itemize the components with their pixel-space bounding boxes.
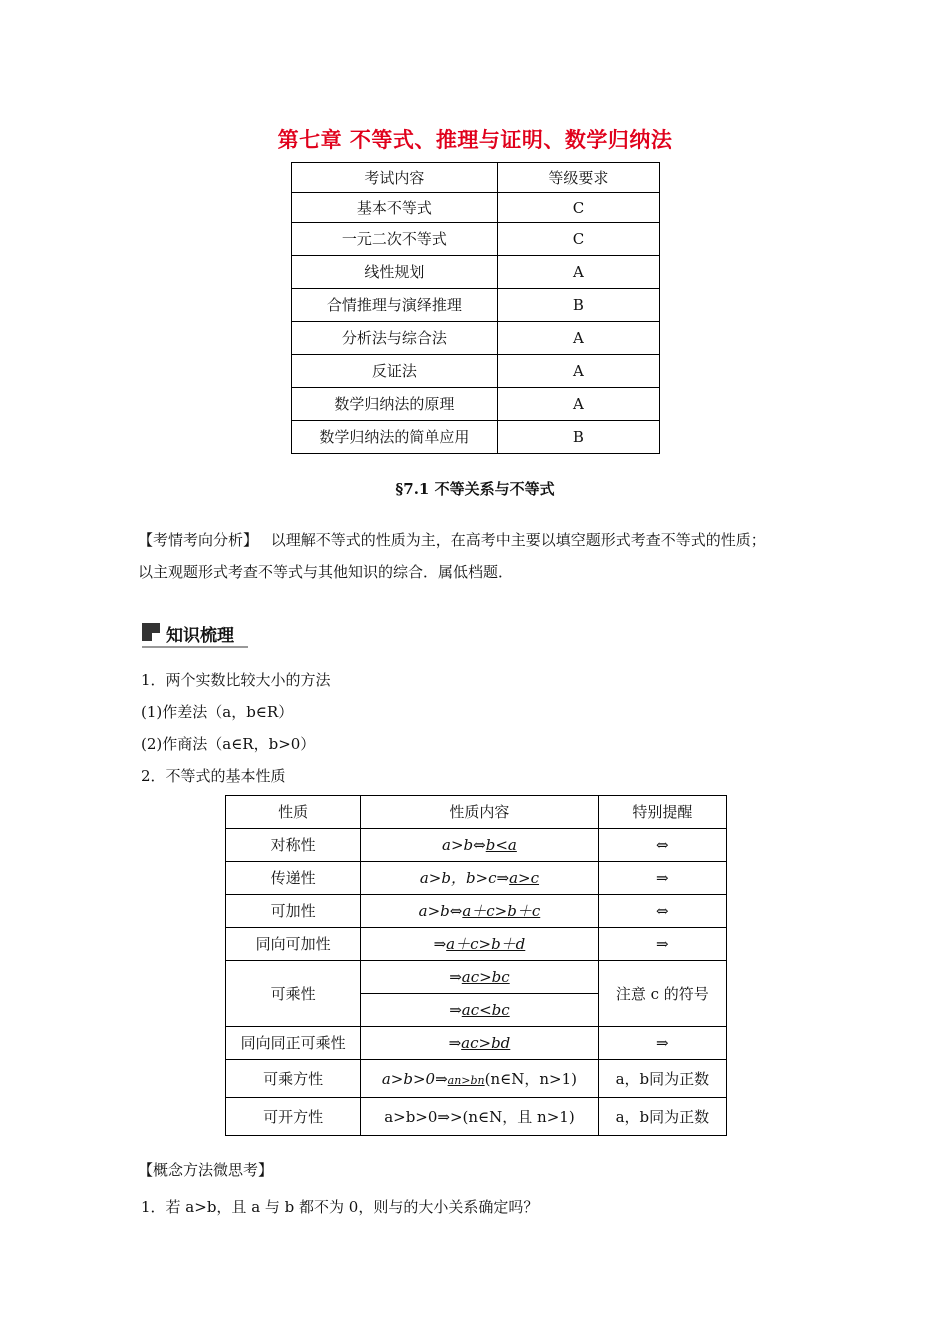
content-cell: 合情推理与演绎推理: [292, 289, 498, 322]
table-header-row: [226, 796, 727, 829]
property-name: 传递性: [226, 862, 361, 895]
requirements-table: [291, 162, 660, 454]
level-cell: C: [497, 193, 659, 223]
analysis-label: 【考情考向分析】: [138, 531, 259, 549]
content-cell: 反证法: [292, 355, 498, 388]
property-note: 注意 c 的符号: [598, 961, 726, 1027]
heading-square-notch: [152, 633, 160, 641]
chapter-title: 第七章 不等式、推理与证明、数学归纳法: [277, 128, 673, 152]
content-prefix: ⇒: [449, 968, 462, 986]
properties-table: [225, 795, 727, 1136]
content-prefix: a>b，b>c⇒: [419, 869, 510, 887]
property-note: a，b同为正数: [598, 1098, 726, 1136]
answer-blank: a＋c>b＋d: [446, 935, 526, 953]
header-cell: 考试内容: [292, 163, 498, 193]
content-cell: 基本不等式: [292, 193, 498, 223]
table-row: [226, 862, 727, 895]
property-name: 可加性: [226, 895, 361, 928]
property-note: ⇒: [598, 862, 726, 895]
content-prefix: a>b⇔: [442, 836, 486, 854]
knowledge-heading-label: 知识梳理: [166, 626, 234, 646]
property-content: [361, 1060, 598, 1098]
answer-blank: ac<bc: [461, 1001, 510, 1019]
table-row: [292, 223, 660, 256]
item-2: 2．不等式的基本性质: [141, 767, 286, 785]
property-note: ⇔: [598, 829, 726, 862]
property-note: ⇔: [598, 895, 726, 928]
property-content: a>b>0⇒>(n∈N，且 n>1): [361, 1098, 598, 1136]
content-prefix: ⇒: [448, 1034, 462, 1052]
content-suffix: (n∈N，n>1): [484, 1069, 578, 1088]
level-cell: A: [497, 388, 659, 421]
property-content: [361, 829, 598, 862]
level-cell: C: [497, 223, 659, 256]
question-1: 1．若 a>b，且 a 与 b 都不为 0，则与的大小关系确定吗？: [141, 1198, 539, 1216]
answer-blank: a>c: [509, 869, 540, 887]
table-header-row: [292, 163, 660, 193]
table-row: [292, 289, 660, 322]
content-cell: 一元二次不等式: [292, 223, 498, 256]
section-title: §7.1 不等关系与不等式: [395, 480, 555, 498]
property-name: 可乘方性: [226, 1060, 361, 1098]
property-name: 同向同正可乘性: [226, 1027, 361, 1060]
analysis-text-line1: 以理解不等式的性质为主，在高考中主要以填空题形式考查不等式的性质；: [270, 531, 766, 549]
content-prefix: ⇒: [433, 935, 447, 953]
analysis-paragraph: [138, 530, 838, 582]
property-content: [361, 994, 598, 1027]
answer-blank: ac>bc: [461, 968, 510, 986]
table-row: [292, 322, 660, 355]
knowledge-heading: [142, 619, 248, 645]
header-cell: 性质内容: [361, 796, 598, 829]
table-row: [226, 928, 727, 961]
level-cell: A: [497, 355, 659, 388]
property-content: [361, 961, 598, 994]
table-row: [292, 421, 660, 454]
property-note: a，b同为正数: [598, 1060, 726, 1098]
think-label: 【概念方法微思考】: [138, 1161, 274, 1179]
table-row: [292, 355, 660, 388]
level-cell: A: [497, 256, 659, 289]
table-row: [292, 388, 660, 421]
property-note: ⇒: [598, 1027, 726, 1060]
property-content: [361, 862, 598, 895]
content-prefix: a>b⇔: [418, 902, 463, 920]
answer-blank: ac>bd: [461, 1034, 511, 1052]
level-cell: B: [497, 421, 659, 454]
table-row: [226, 829, 727, 862]
table-row: [292, 256, 660, 289]
header-cell: 特别提醒: [598, 796, 726, 829]
header-cell: 性质: [226, 796, 361, 829]
content-cell: 线性规划: [292, 256, 498, 289]
content-cell: 数学归纳法的原理: [292, 388, 498, 421]
content-prefix: ⇒: [449, 1001, 462, 1019]
answer-blank: b<a: [485, 836, 517, 854]
table-row: [226, 895, 727, 928]
level-cell: A: [497, 322, 659, 355]
content-prefix: a>b>0⇒: [381, 1069, 448, 1088]
analysis-text-line2: 以主观题形式考查不等式与其他知识的综合．属低档题．: [138, 563, 514, 581]
table-row: [292, 193, 660, 223]
item-1-1: (1)作差法（a，b∈R）: [141, 703, 294, 721]
property-name: 可开方性: [226, 1098, 361, 1136]
property-name: 同向可加性: [226, 928, 361, 961]
table-row: [226, 961, 727, 994]
item-1-2: (2)作商法（a∈R，b>0）: [141, 735, 316, 753]
header-cell: 等级要求: [497, 163, 659, 193]
table-row: [226, 1027, 727, 1060]
property-note: ⇒: [598, 928, 726, 961]
property-content: [361, 928, 598, 961]
item-1: 1．两个实数比较大小的方法: [141, 671, 331, 689]
level-cell: B: [497, 289, 659, 322]
answer-blank: a＋c>b＋c: [462, 902, 541, 920]
table-row: [226, 1060, 727, 1098]
heading-underline: [142, 646, 248, 648]
property-name: 可乘性: [226, 961, 361, 1027]
answer-blank: an>bn: [447, 1073, 485, 1087]
table-row: [226, 1098, 727, 1136]
content-cell: 数学归纳法的简单应用: [292, 421, 498, 454]
property-content: [361, 1027, 598, 1060]
property-content: [361, 895, 598, 928]
content-cell: 分析法与综合法: [292, 322, 498, 355]
property-name: 对称性: [226, 829, 361, 862]
